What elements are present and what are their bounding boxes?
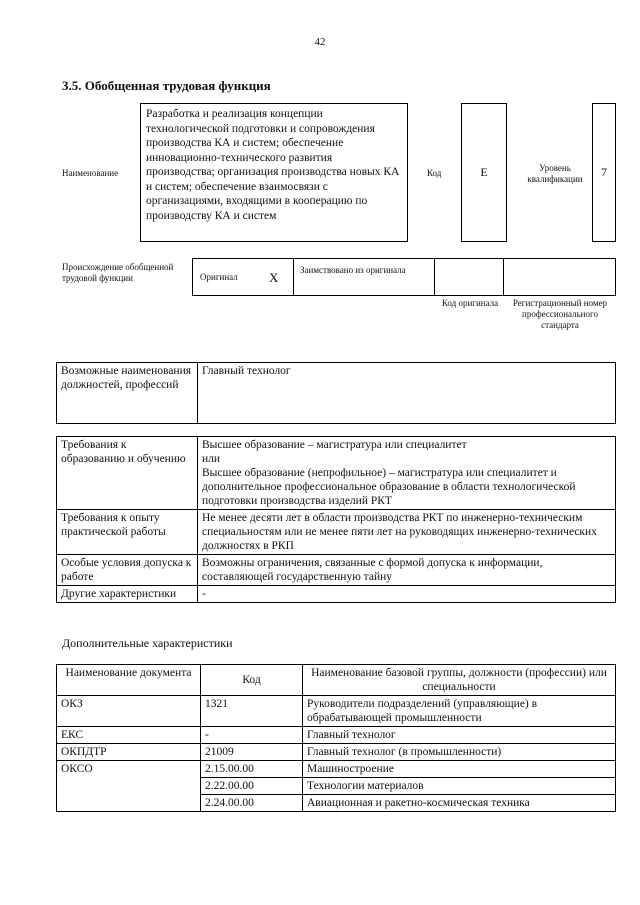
row-code: 2.22.00.00 [201, 778, 303, 795]
row-code: 2.15.00.00 [201, 761, 303, 778]
row-doc: ЕКС [57, 727, 201, 744]
requirements-table [56, 436, 616, 603]
code-box [461, 103, 507, 242]
requirement-row [57, 510, 616, 555]
requirement-label: Другие характеристики [57, 586, 198, 603]
requirement-row [57, 437, 616, 510]
additional-table [56, 664, 616, 812]
origin-reg-cell [503, 258, 616, 296]
requirement-value [198, 586, 616, 603]
code-value: E [480, 165, 488, 179]
row-name: Главный технолог [303, 727, 616, 744]
origin-original-cell [192, 258, 294, 296]
additional-title: Дополнительные характеристики [62, 636, 233, 650]
origin-borrowed-cell [293, 258, 435, 296]
requirement-line: Не менее десяти лет в области производства РКТ по инженерно-техническим специальностям или не менее пяти лет на руководящих инженерно-технических должностях в РКП [202, 512, 597, 552]
requirement-value [198, 555, 616, 586]
function-name-box [140, 103, 408, 242]
row-code: 21009 [201, 744, 303, 761]
level-label: Уровень квалификации [527, 163, 583, 184]
row-code: 2.24.00.00 [201, 795, 303, 812]
header-code: Код [201, 665, 303, 696]
requirement-value [198, 437, 616, 510]
positions-row [57, 363, 616, 424]
header-doc: Наименование документа [57, 665, 201, 696]
level-value: 7 [601, 165, 607, 179]
function-name-value: Разработка и реализация концепции технологической подготовки и сопровождения производства КА и систем; обеспечение инновационно-технического развития производства; организация производства новых КА и систем; обеспечение взаимосвязи с организациями, входящими в кооперацию по производству КА и систем [146, 108, 400, 222]
name-label: Наименование [62, 168, 119, 178]
additional-header-row [57, 665, 616, 696]
row-doc: ОКСО [57, 761, 201, 812]
row-code: 1321 [201, 696, 303, 727]
header-name: Наименование базовой группы, должности (профессии) или специальности [303, 665, 616, 696]
page-number: 42 [314, 36, 326, 48]
requirement-label: Требования к образованию и обучению [57, 437, 198, 510]
borrowed-label: Заимствовано из оригинала [300, 265, 406, 275]
row-name: Главный технолог (в промышленности) [303, 744, 616, 761]
table-row [57, 744, 616, 761]
requirement-line: Возможны ограничения, связанные с формой допуска к информации, составляющей государственную тайну [202, 557, 543, 583]
table-row [57, 727, 616, 744]
section-title: 3.5. Обобщенная трудовая функция [62, 78, 271, 93]
table-row [57, 696, 616, 727]
row-name: Технологии материалов [303, 778, 616, 795]
row-name: Машиностроение [303, 761, 616, 778]
original-label: Оригинал [200, 272, 238, 282]
original-mark: X [269, 270, 279, 285]
reg-caption: Регистрационный номер профессионального стандарта [512, 298, 608, 330]
row-doc: ОКЗ [57, 696, 201, 727]
row-doc: ОКПДТР [57, 744, 201, 761]
requirement-value [198, 510, 616, 555]
requirement-line: или [202, 453, 221, 465]
requirement-label: Особые условия допуска к работе [57, 555, 198, 586]
table-row [57, 761, 616, 778]
origin-label: Происхождение обобщенной трудовой функции [62, 262, 174, 283]
level-box [592, 103, 616, 242]
code-caption: Код оригинала [441, 298, 499, 308]
origin-code-cell [434, 258, 504, 296]
positions-value: Главный технолог [198, 363, 616, 424]
requirement-line: - [202, 588, 206, 600]
positions-table [56, 362, 616, 424]
row-name: Авиационная и ракетно-космическая техника [303, 795, 616, 812]
requirement-label: Требования к опыту практической работы [57, 510, 198, 555]
requirement-row [57, 555, 616, 586]
requirement-line: Высшее образование (непрофильное) – магистратура или специалитет и дополнительное профессиональное образование в области технологической подготовки производства изделий РКТ [202, 467, 576, 507]
requirement-line: Высшее образование – магистратура или специалитет [202, 439, 467, 451]
row-name: Руководители подразделений (управляющие) в обрабатывающей промышленности [303, 696, 616, 727]
row-code: - [201, 727, 303, 744]
requirement-row [57, 586, 616, 603]
code-label: Код [427, 168, 442, 178]
positions-label: Возможные наименования должностей, профессий [57, 363, 198, 424]
